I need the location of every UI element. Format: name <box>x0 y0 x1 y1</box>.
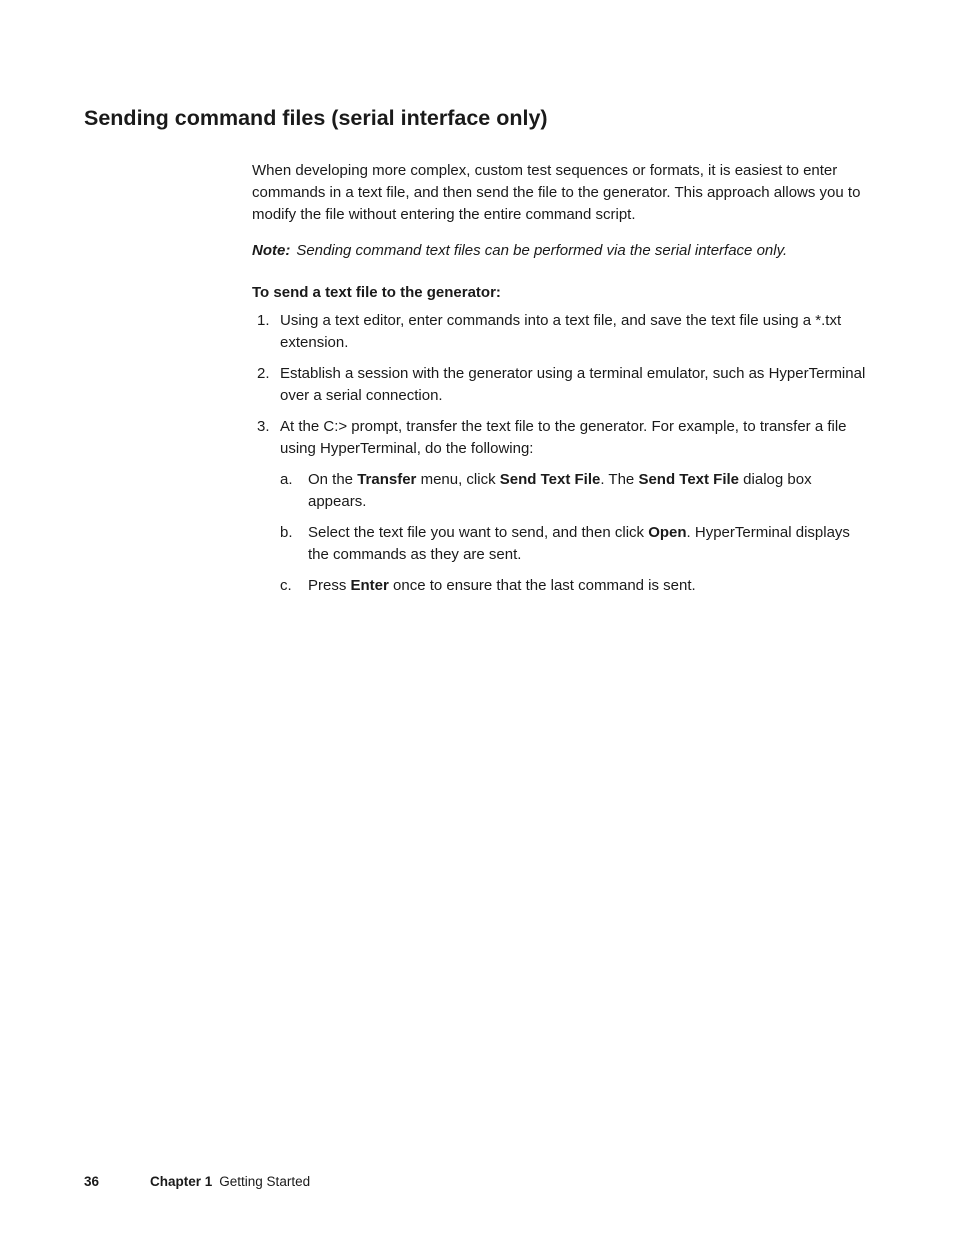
section-heading: Sending command files (serial interface only) <box>84 106 548 130</box>
step-text: Using a text editor, enter commands into a text file, and save the text file using a *.txt extension. <box>280 312 842 351</box>
step-1 <box>252 310 872 354</box>
step-text: At the C:> prompt, transfer the text file to the generator. For example, to transfer a file using HyperTerminal, do the following: <box>280 418 847 457</box>
substep-b <box>280 522 872 566</box>
substep-text: On the Transfer menu, click Send Text File. The Send Text File dialog box appears. <box>308 471 812 510</box>
intro-paragraph: When developing more complex, custom test sequences or formats, it is easiest to enter commands in a text file, and then send the file to the generator. This approach allows you to modify the file without entering the entire command script. <box>252 162 861 223</box>
substep-a <box>280 469 872 513</box>
menu-name: Transfer <box>357 471 417 488</box>
step-number: 2. <box>257 365 270 382</box>
chapter-reference <box>150 1173 310 1191</box>
step-text: Establish a session with the generator using a terminal emulator, such as HyperTerminal over a serial connection. <box>280 365 866 404</box>
chapter-title: Getting Started <box>219 1174 311 1189</box>
note-text: Sending command text files can be performed via the serial interface only. <box>296 242 788 259</box>
substep-text: Press Enter once to ensure that the last command is sent. <box>308 577 696 594</box>
step-number: 1. <box>257 312 270 329</box>
procedure-heading: To send a text file to the generator: <box>252 284 501 301</box>
button-name: Open <box>648 524 687 541</box>
dialog-name: Send Text File <box>638 471 740 488</box>
procedure-steps <box>252 310 872 597</box>
page-number: 36 <box>84 1174 100 1189</box>
step-3 <box>252 416 872 597</box>
note-label: Note: <box>252 242 291 259</box>
key-name: Enter <box>350 577 389 594</box>
substeps <box>280 469 872 597</box>
step-number: 3. <box>257 418 270 435</box>
substep-letter: a. <box>280 471 293 488</box>
substep-c <box>280 575 872 597</box>
command-name: Send Text File <box>499 471 601 488</box>
section-body <box>252 160 872 606</box>
substep-letter: b. <box>280 524 293 541</box>
note-paragraph <box>252 240 872 262</box>
substep-text: Select the text file you want to send, and then click Open. HyperTerminal displays the commands as they are sent. <box>308 524 850 563</box>
chapter-label: Chapter 1 <box>150 1174 213 1189</box>
step-2 <box>252 363 872 407</box>
substep-letter: c. <box>280 577 292 594</box>
